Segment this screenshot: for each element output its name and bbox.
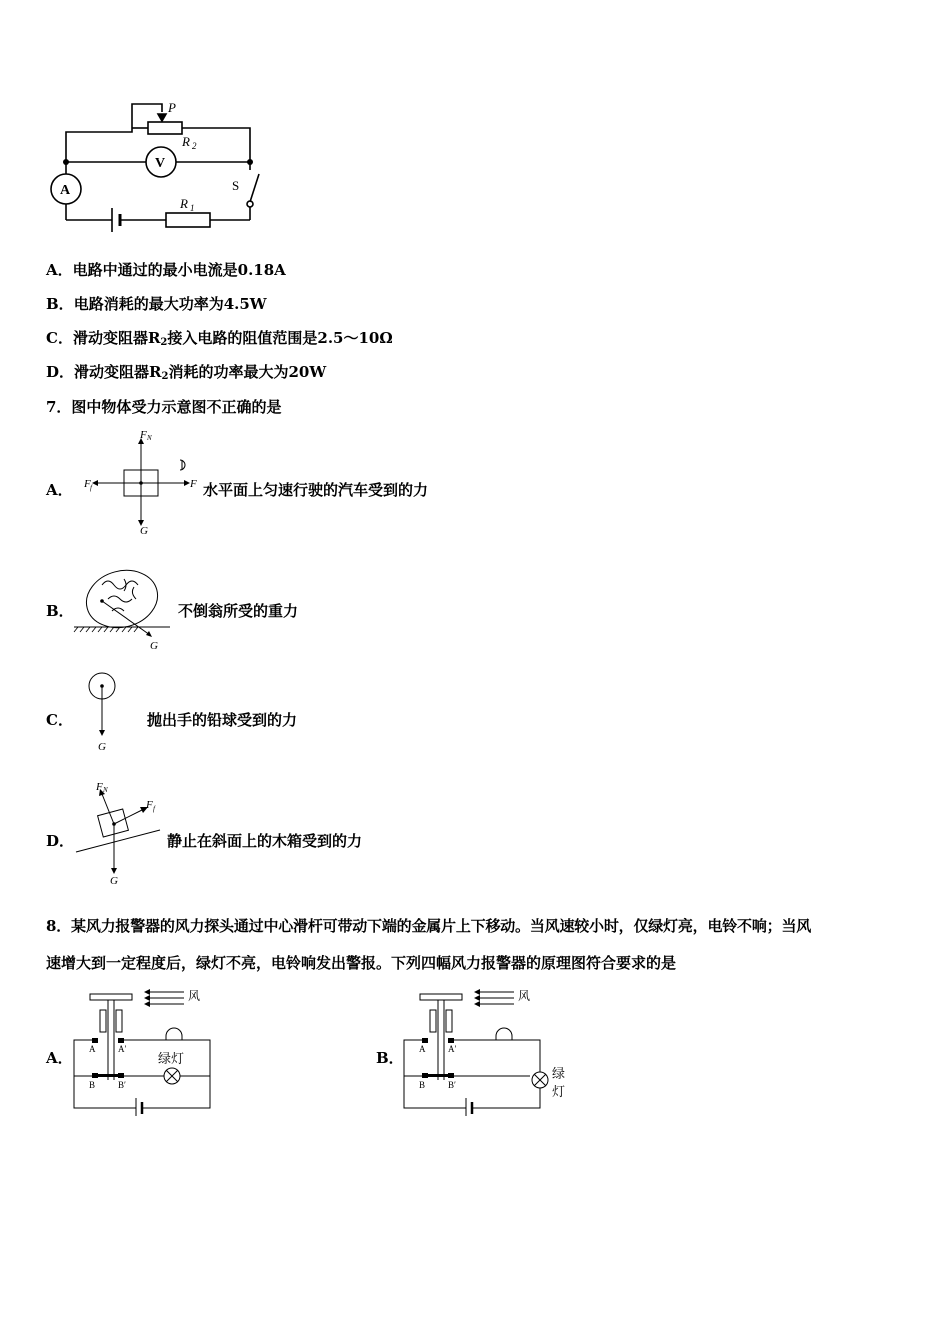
fn-label: F bbox=[96, 781, 103, 793]
contact-a-label: A bbox=[89, 1044, 96, 1054]
contact-a2-label: A′ bbox=[448, 1044, 457, 1054]
ff-sub-label: f bbox=[153, 805, 155, 813]
g-label: G bbox=[110, 875, 118, 886]
fn-label: F bbox=[140, 429, 147, 441]
q7-stem: 7．图中物体受力示意图不正确的是 bbox=[46, 398, 282, 416]
fn-sub-label: N bbox=[103, 786, 108, 794]
r1-sub-label: 1 bbox=[190, 203, 195, 213]
q7-option-a-letter: A． bbox=[46, 481, 73, 499]
ff-label: F bbox=[146, 799, 153, 811]
g-label: G bbox=[140, 525, 148, 537]
option-letter: D． bbox=[46, 363, 75, 381]
contact-b-label: B bbox=[419, 1080, 426, 1090]
q7-b-figure bbox=[72, 565, 178, 653]
option-text: 电路中通过的最小电流是0.18A bbox=[72, 261, 286, 279]
q8-stem-line2: 速增大到一定程度后，绿灯不亮，电铃响发出警报。下列四幅风力报警器的原理图符合要求的是 bbox=[46, 954, 677, 972]
q7-option-d-letter: D． bbox=[46, 832, 75, 850]
q7-option-c-letter: C． bbox=[46, 711, 73, 729]
q6-option-b bbox=[46, 294, 267, 314]
lamp-label-line1: 绿 bbox=[552, 1066, 566, 1081]
q6-option-c bbox=[46, 328, 393, 353]
contact-b2-label: B′ bbox=[448, 1080, 456, 1090]
contact-b2-label: B′ bbox=[118, 1080, 126, 1090]
wind-label: 风 bbox=[518, 989, 531, 1003]
g-label: G bbox=[150, 640, 158, 652]
car-direction-icon bbox=[180, 460, 185, 470]
ff-sub-label: f bbox=[90, 484, 92, 492]
option-text-sub: 2 bbox=[161, 371, 169, 382]
q7-a-figure bbox=[80, 426, 206, 542]
q6-option-d bbox=[46, 362, 326, 387]
q7-c-figure bbox=[84, 670, 124, 754]
g-label: G bbox=[98, 741, 106, 753]
ff-label: F bbox=[84, 478, 91, 490]
r2-label: R bbox=[182, 134, 190, 149]
contact-b-label: B bbox=[89, 1080, 96, 1090]
option-text-sub: 2 bbox=[160, 337, 168, 348]
q7-option-b-letter: B． bbox=[46, 602, 74, 620]
q8-a-figure bbox=[72, 984, 212, 1116]
option-text: 电路消耗的最大功率为4.5W bbox=[73, 295, 267, 313]
option-letter: A． bbox=[46, 261, 73, 279]
contact-a2-label: A′ bbox=[118, 1044, 127, 1054]
q8-option-a-letter: A． bbox=[46, 1049, 73, 1067]
q8-b-figure bbox=[402, 984, 570, 1116]
option-text-post: 消耗的功率最大为20W bbox=[168, 363, 327, 381]
q7-option-b-text: 不倒翁所受的重力 bbox=[178, 602, 299, 620]
q7-option-a-text: 水平面上匀速行驶的汽车受到的力 bbox=[203, 481, 429, 499]
q8-stem-line1: 8．某风力报警器的风力探头通过中心滑杆可带动下端的金属片上下移动。当风速较小时，仅绿灯亮，电铃不响；当风 bbox=[46, 917, 812, 935]
option-text-pre: 滑动变阻器R bbox=[74, 363, 162, 381]
r1-label: R bbox=[180, 196, 188, 211]
fn-sub-label: N bbox=[147, 434, 152, 442]
q8-option-b-letter: B． bbox=[376, 1049, 404, 1067]
option-letter: B． bbox=[46, 295, 74, 313]
option-text-pre: 滑动变阻器R bbox=[72, 329, 161, 347]
f-label: F bbox=[190, 478, 197, 490]
option-text-post: 接入电路的阻值范围是2.5～10Ω bbox=[167, 329, 393, 347]
contact-a-label: A bbox=[419, 1044, 426, 1054]
lamp-label-line2: 灯 bbox=[552, 1084, 566, 1099]
ammeter-label: A bbox=[60, 183, 71, 198]
lamp-label: 绿灯 bbox=[158, 1051, 185, 1066]
q7-option-c-text: 抛出手的铅球受到的力 bbox=[147, 711, 298, 729]
q6-circuit-figure bbox=[44, 98, 270, 244]
switch-label: S bbox=[232, 178, 240, 193]
q7-option-d-text: 静止在斜面上的木箱受到的力 bbox=[167, 832, 363, 850]
wind-label: 风 bbox=[188, 989, 201, 1003]
r2-sub-label: 2 bbox=[192, 141, 197, 151]
voltmeter-label: V bbox=[155, 156, 166, 171]
q6-option-a bbox=[46, 260, 286, 280]
option-letter: C． bbox=[46, 329, 73, 347]
slider-p-label: P bbox=[168, 100, 176, 115]
q7-d-figure bbox=[72, 778, 168, 886]
